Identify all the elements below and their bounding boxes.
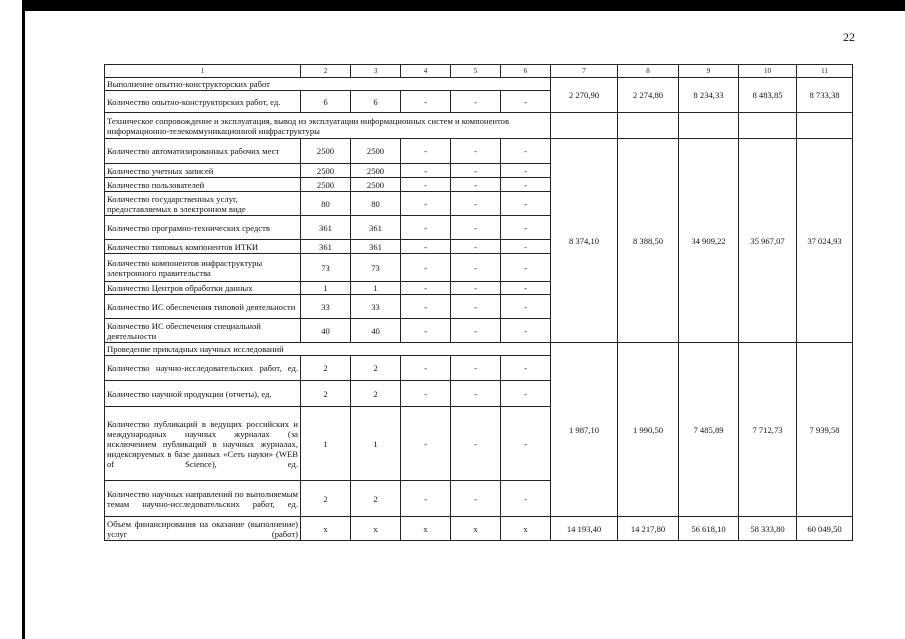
column-header: 9 <box>679 65 739 78</box>
value-cell: 80 <box>351 192 401 216</box>
value-cell: - <box>401 139 451 164</box>
value-cell: - <box>401 216 451 240</box>
finance-total-cell: 60 049,50 <box>797 517 853 541</box>
section-title-row <box>105 113 853 139</box>
section-title: Техническое сопровождение и эксплуатация, вывод из эксплуатации информационных систем и компонентов информационно-телекоммуникационной инфраструктуры <box>105 113 551 139</box>
value-cell: - <box>451 240 501 254</box>
value-cell: - <box>501 240 551 254</box>
value-cell: - <box>401 178 451 192</box>
value-cell: - <box>501 254 551 282</box>
finance-cell: 8 374,10 <box>551 139 618 343</box>
total-label: Объем финансирования на оказание (выполнение) услуг (работ) <box>105 517 301 541</box>
finance-cell: 8 733,38 <box>797 78 853 113</box>
value-cell: - <box>501 381 551 407</box>
section-title-row <box>105 78 853 91</box>
scan-top-border <box>22 0 905 11</box>
finance-cell: 37 024,93 <box>797 139 853 343</box>
column-header: 5 <box>451 65 501 78</box>
value-cell: 1 <box>301 282 351 295</box>
value-cell: 2500 <box>351 164 401 178</box>
value-cell: 2 <box>351 356 401 381</box>
finance-total-cell: 58 333,80 <box>739 517 797 541</box>
finance-cell: 8 388,50 <box>618 139 679 343</box>
value-cell: 33 <box>351 295 401 319</box>
value-cell: - <box>501 407 551 481</box>
empty-cell <box>618 113 679 139</box>
value-cell: 2500 <box>351 178 401 192</box>
value-cell: 1 <box>351 407 401 481</box>
value-cell: х <box>351 517 401 541</box>
row-name: Количество пользователей <box>105 178 301 192</box>
column-header: 11 <box>797 65 853 78</box>
value-cell: 1 <box>351 282 401 295</box>
finance-total-cell: 56 618,10 <box>679 517 739 541</box>
value-cell: - <box>401 295 451 319</box>
column-header: 7 <box>551 65 618 78</box>
finance-cell: 1 990,50 <box>618 343 679 517</box>
value-cell: - <box>451 282 501 295</box>
row-name: Количество автоматизированных рабочих мест <box>105 139 301 164</box>
value-cell: - <box>501 481 551 517</box>
value-cell: 361 <box>301 216 351 240</box>
row-name: Количество научно-исследовательских работ, ед. <box>105 356 301 381</box>
column-header: 8 <box>618 65 679 78</box>
section-title: Выполнение опытно-конструкторских работ <box>105 78 551 91</box>
value-cell: - <box>501 178 551 192</box>
value-cell: 361 <box>351 240 401 254</box>
page-number: 22 <box>843 30 855 44</box>
row-name: Количество ИС обеспечения специальной деятельности <box>105 319 301 343</box>
value-cell: 80 <box>301 192 351 216</box>
value-cell: - <box>501 319 551 343</box>
row-name: Количество научной продукции (отчеты), ед. <box>105 381 301 407</box>
finance-cell: 2 274,80 <box>618 78 679 113</box>
finance-cell: 1 987,10 <box>551 343 618 517</box>
value-cell: - <box>501 356 551 381</box>
empty-cell <box>739 113 797 139</box>
finance-cell: 8 483,85 <box>739 78 797 113</box>
row-name: Количество опытно-конструкторских работ, ед. <box>105 91 301 113</box>
value-cell: - <box>501 192 551 216</box>
value-cell: 2 <box>351 481 401 517</box>
column-header: 2 <box>301 65 351 78</box>
row-name: Количество Центров обработки данных <box>105 282 301 295</box>
finance-total-cell: 14 193,40 <box>551 517 618 541</box>
value-cell: - <box>451 254 501 282</box>
scan-left-border <box>22 0 25 639</box>
value-cell: - <box>451 319 501 343</box>
value-cell: - <box>401 240 451 254</box>
value-cell: - <box>401 481 451 517</box>
value-cell: 40 <box>301 319 351 343</box>
value-cell: - <box>401 381 451 407</box>
finance-cell: 35 967,07 <box>739 139 797 343</box>
column-header: 1 <box>105 65 301 78</box>
value-cell: 2 <box>351 381 401 407</box>
value-cell: - <box>401 319 451 343</box>
value-cell: - <box>451 381 501 407</box>
row-name: Количество програмно-технических средств <box>105 216 301 240</box>
value-cell: - <box>501 295 551 319</box>
value-cell: - <box>501 282 551 295</box>
empty-cell <box>679 113 739 139</box>
value-cell: 6 <box>351 91 401 113</box>
section-title: Проведение прикладных научных исследований <box>105 343 551 356</box>
value-cell: - <box>401 407 451 481</box>
value-cell: 2 <box>301 356 351 381</box>
value-cell: 73 <box>351 254 401 282</box>
value-cell: - <box>451 295 501 319</box>
value-cell: - <box>451 481 501 517</box>
value-cell: 2500 <box>301 139 351 164</box>
value-cell: 361 <box>301 240 351 254</box>
value-cell: - <box>501 216 551 240</box>
value-cell: 40 <box>351 319 401 343</box>
column-header: 3 <box>351 65 401 78</box>
header-row <box>105 65 853 78</box>
value-cell: х <box>451 517 501 541</box>
finance-cell: 7 485,89 <box>679 343 739 517</box>
value-cell: - <box>451 407 501 481</box>
finance-total-cell: 14 217,80 <box>618 517 679 541</box>
value-cell: 361 <box>351 216 401 240</box>
value-cell: - <box>501 164 551 178</box>
value-cell: - <box>451 164 501 178</box>
value-cell: 33 <box>301 295 351 319</box>
value-cell: - <box>501 139 551 164</box>
value-cell: - <box>451 356 501 381</box>
value-cell: - <box>401 164 451 178</box>
value-cell: - <box>451 216 501 240</box>
row-name: Количество публикаций в ведущих российских и международных научных журналах (за исключением публикаций в научных журналах, индексируемых в базе данных «Сеть науки» (WEB of Science), ед. <box>105 407 301 481</box>
row-name: Количество учетных записей <box>105 164 301 178</box>
value-cell: - <box>501 91 551 113</box>
column-header: 6 <box>501 65 551 78</box>
row-name: Количество компонентов инфраструктуры электронного правительства <box>105 254 301 282</box>
value-cell: - <box>401 91 451 113</box>
total-row <box>105 517 853 541</box>
empty-cell <box>797 113 853 139</box>
section-title-row <box>105 343 853 356</box>
value-cell: 73 <box>301 254 351 282</box>
value-cell: 2500 <box>301 164 351 178</box>
finance-cell: 34 909,22 <box>679 139 739 343</box>
value-cell: - <box>401 192 451 216</box>
column-header: 10 <box>739 65 797 78</box>
value-cell: 2 <box>301 481 351 517</box>
value-cell: х <box>301 517 351 541</box>
financing-table <box>104 64 853 541</box>
value-cell: 2 <box>301 381 351 407</box>
row-name: Количество типовых компонентов ИТКИ <box>105 240 301 254</box>
value-cell: - <box>451 91 501 113</box>
value-cell: 2500 <box>301 178 351 192</box>
row-name: Количество государственных услуг, предоставляемых в электронном виде <box>105 192 301 216</box>
value-cell: - <box>451 178 501 192</box>
value-cell: 1 <box>301 407 351 481</box>
value-cell: х <box>501 517 551 541</box>
finance-cell: 7 712,73 <box>739 343 797 517</box>
table-row <box>105 139 853 164</box>
value-cell: - <box>401 356 451 381</box>
value-cell: х <box>401 517 451 541</box>
finance-cell: 8 234,33 <box>679 78 739 113</box>
value-cell: - <box>401 254 451 282</box>
finance-cell: 2 270,90 <box>551 78 618 113</box>
value-cell: - <box>451 139 501 164</box>
empty-cell <box>551 113 618 139</box>
value-cell: - <box>401 282 451 295</box>
value-cell: 2500 <box>351 139 401 164</box>
column-header: 4 <box>401 65 451 78</box>
finance-cell: 7 939,58 <box>797 343 853 517</box>
row-name: Количество научных направлений по выполняемым темам научно-исследовательских работ, ед. <box>105 481 301 517</box>
row-name: Количество ИС обеспечения типовой деятельности <box>105 295 301 319</box>
value-cell: 6 <box>301 91 351 113</box>
value-cell: - <box>451 192 501 216</box>
